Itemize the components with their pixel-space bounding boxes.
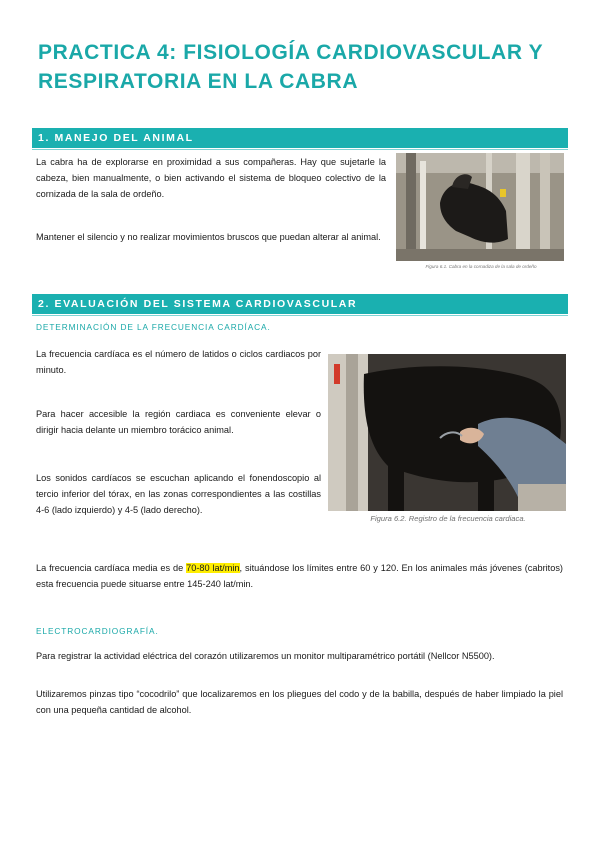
frecuencia-media-highlight: 70-80 lat/min (186, 563, 240, 573)
section-heading-cardiovascular: 2. EVALUACIÓN DEL SISTEMA CARDIOVASCULAR (32, 294, 568, 314)
manejo-paragraph-1: La cabra ha de explorarse en proximidad a sus compañeras. Hay que sujetarle la cabeza, bien manualmente, o bien activando el sistema de bloqueo colectivo de la cornizada de la sala de ordeño. (36, 157, 386, 199)
figure-6-2-caption: Figura 6.2. Registro de la frecuencia cardiaca. (370, 514, 526, 523)
heart-rate-recording-illustration (328, 354, 566, 511)
frecuencia-media-paragraph (36, 560, 563, 592)
frecuencia-paragraph-1: La frecuencia cardíaca es el número de latidos o ciclos cardiacos por minuto. (36, 349, 321, 375)
goat-in-stanchion-illustration (396, 153, 564, 261)
goat-in-stanchion-photo (396, 153, 564, 261)
page-title (38, 38, 568, 96)
manejo-paragraph-2: Mantener el silencio y no realizar movimientos bruscos que puedan alterar al animal. (36, 232, 381, 242)
subheading-frecuencia-cardiaca: DETERMINACIÓN DE LA FRECUENCIA CARDÍACA. (36, 322, 271, 332)
subheading-electrocardiografia: ELECTROCARDIOGRAFÍA. (36, 626, 159, 636)
electrocardiografia-paragraph-1: Para registrar la actividad eléctrica del corazón utilizaremos un monitor multiparamétrico portátil (Nellcor N5500). (36, 651, 495, 661)
heart-rate-recording-photo (328, 354, 566, 511)
electrocardiografia-paragraph-2: Utilizaremos pinzas tipo “cocodrilo” que localizaremos en los pliegues del codo y de la babilla, después de haber limpiado la piel con una pequeña cantidad de alcohol. (36, 689, 563, 715)
frecuencia-paragraph-2: Para hacer accesible la región cardiaca es conveniente elevar o dirigir hacia delante un miembro torácico animal. (36, 409, 321, 435)
section-heading-manejo: 1. MANEJO DEL ANIMAL (32, 128, 568, 148)
figure-6-1-caption: Figura 6.1. Cabra en la cornadiza de la sala de ordeño (425, 264, 537, 269)
frecuencia-paragraph-3: Los sonidos cardíacos se escuchan aplicando el fonendoscopio al tercio inferior del tórax, en las zonas correspondientes a las costillas 4-6 (lado izquierdo) y 4-5 (lado derecho). (36, 473, 321, 515)
page-title-line-1: PRACTICA 4: FISIOLOGÍA CARDIOVASCULAR Y (38, 41, 544, 64)
frecuencia-media-text-end: , situándose los límites entre 60 y 120. En los animales más jóvenes (cabritos) esta frecuencia puede situarse entre 145-240 lat/min. (36, 563, 563, 589)
page-title-line-2: RESPIRATORIA EN LA CABRA (38, 70, 359, 93)
frecuencia-media-text-start: La frecuencia cardíaca media es de (36, 563, 187, 573)
